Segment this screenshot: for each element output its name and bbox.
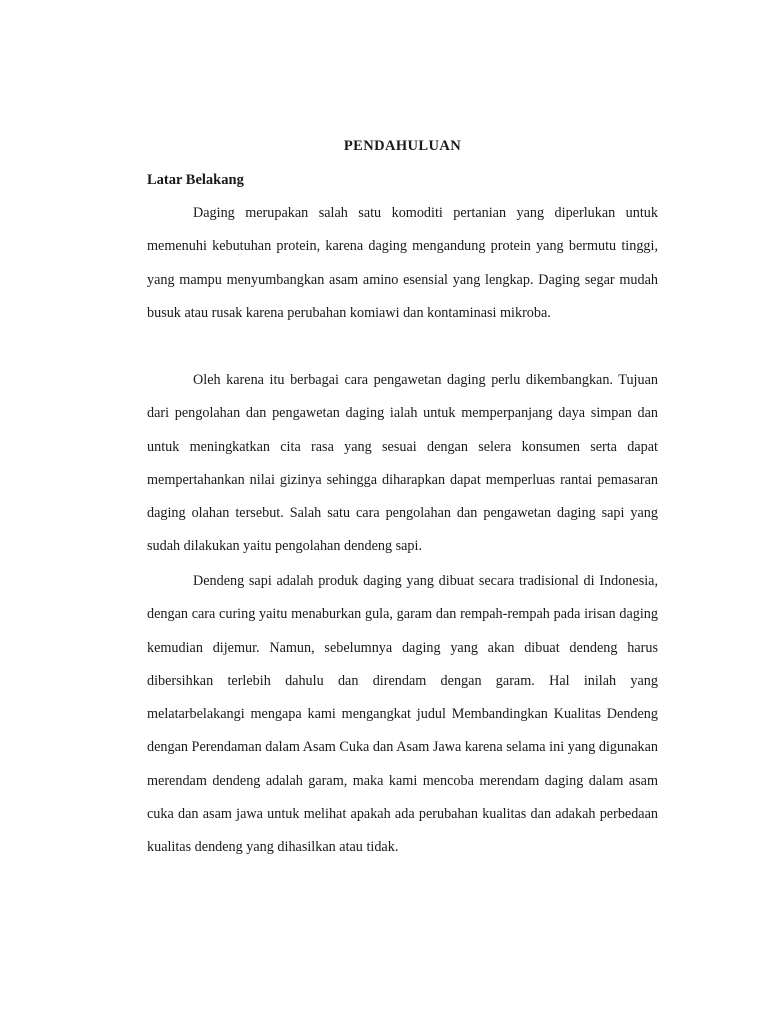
paragraph-2: Oleh karena itu berbagai cara pengawetan daging perlu dikembangkan. Tujuan dari pengolahan dan pengawetan daging ialah untuk memperpanjang daya simpan dan untuk meningkatkan cita rasa yang sesuai dengan selera konsumen serta dapat mempertahankan nilai gizinya sehingga diharapkan dapat memperluas rantai pemasaran daging olahan tersebut. Salah satu cara pengolahan dan pengawetan daging sapi yang sudah dilakukan yaitu pengolahan dendeng sapi. [147,372,658,555]
paragraph-3: Dendeng sapi adalah produk daging yang dibuat secara tradisional di Indonesia, dengan cara curing yaitu menaburkan gula, garam dan rempah-rempah pada irisan daging kemudian dijemur. Namun, sebelumnya daging yang akan dibuat dendeng harus dibersihkan terlebih dahulu dan direndam dengan garam. Hal inilah yang melatarbelakangi mengapa kami mengangkat judul Membandingkan Kualitas Dendeng dengan Perendaman dalam Asam Cuka dan Asam Jawa karena selama ini yang digunakan merendam dendeng adalah garam, maka kami mencoba merendam daging dalam asam cuka dan asam jawa untuk melihat apakah ada perubahan kualitas dan adakah perbedaan kualitas dendeng yang dihasilkan atau tidak. [147,573,658,856]
paragraph-1: Daging merupakan salah satu komoditi pertanian yang diperlukan untuk memenuhi kebutuhan protein, karena daging mengandung protein yang bermutu tinggi, yang mampu menyumbangkan asam amino esensial yang lengkap. Daging segar mudah busuk atau rusak karena perubahan komiawi dan kontaminasi mikroba. [147,205,658,321]
section-heading: Latar Belakang [147,172,244,188]
document-title: PENDAHULUAN [343,138,462,154]
